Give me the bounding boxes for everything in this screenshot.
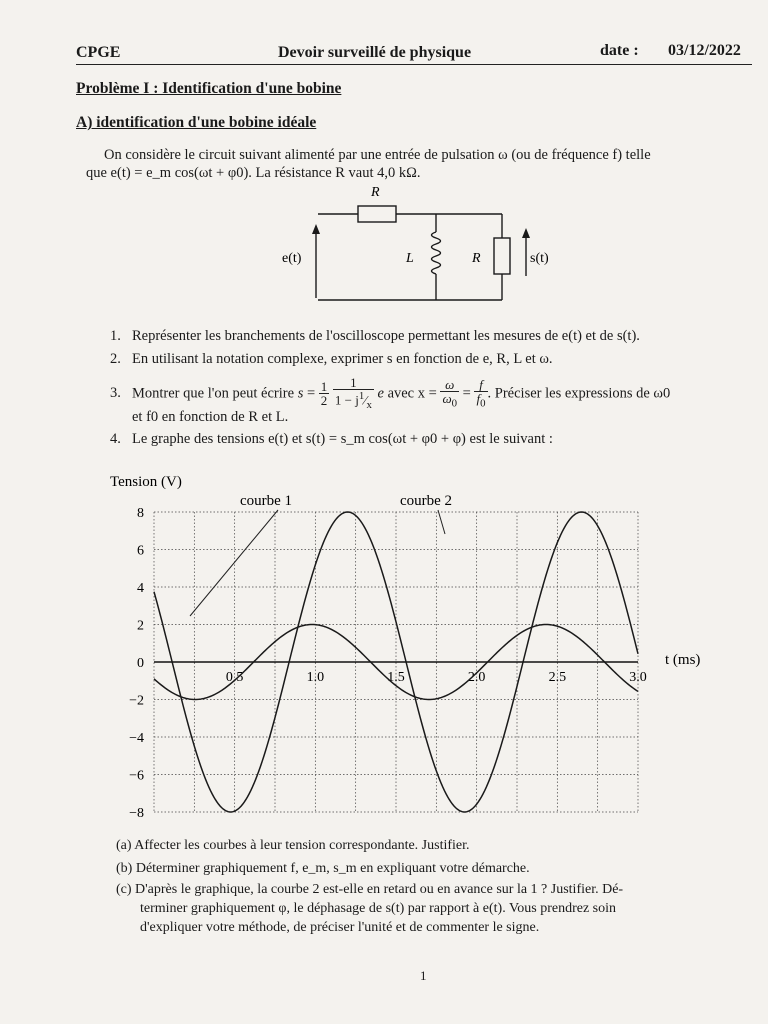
- subquestion-c-label: (c): [116, 882, 132, 897]
- y-tick-label: 4: [137, 581, 144, 596]
- header-date-label: date :: [600, 42, 639, 59]
- subquestion-b-text: Déterminer graphiquement f, e_m, s_m en expliquant votre démarche.: [135, 861, 530, 876]
- question-2-number: 2.: [110, 351, 121, 367]
- x-tick-label: 1.5: [387, 670, 405, 685]
- question-3-number: 3.: [110, 385, 121, 402]
- legend-pointer-2: [438, 510, 445, 534]
- label-e: e(t): [282, 251, 302, 266]
- subquestion-c-line-2: terminer graphiquement φ, le déphasage de s(t) par rapport à e(t). Vous prendrez soin: [140, 901, 617, 916]
- question-4-text: Le graphe des tensions e(t) et s(t) = s_m cos(ωt + φ0 + φ) est le suivant :: [132, 431, 553, 447]
- subquestion-c-line-3: d'expliquer votre méthode, de préciser l'unité et de commenter le signe.: [140, 920, 540, 935]
- y-tick-label: −8: [129, 806, 144, 821]
- header-date-value: 03/12/2022: [668, 42, 741, 59]
- s-arrow-head: [522, 228, 530, 238]
- y-tick-label: −4: [129, 731, 144, 746]
- fraction-omega: $\frac{\omega}{\omega_0}$: [442, 376, 458, 410]
- y-tick-label: 0: [137, 656, 144, 671]
- fraction-f: $\frac{f}{f_0}$: [476, 376, 486, 410]
- y-tick-label: −6: [129, 768, 144, 784]
- label-s: s(t): [530, 251, 549, 266]
- fraction-one-half: $\frac{1}{2}$: [320, 379, 328, 409]
- legend-courbe-2: courbe 2: [400, 493, 453, 509]
- question-4-number: 4.: [110, 431, 121, 447]
- question-3-continued: et f0 en fonction de R et L.: [132, 409, 289, 425]
- subquestion-c-text-1: D'après le graphique, la courbe 2 est-elle en retard ou en avance sur la 1 ? Justifier. Dé-: [135, 882, 624, 897]
- legend-courbe-1: courbe 1: [240, 493, 293, 509]
- question-1: [110, 327, 640, 346]
- chart-ticks: [129, 506, 647, 821]
- subquestion-c: [116, 880, 623, 899]
- chart-legend: [190, 493, 452, 616]
- y-tick-label: 8: [137, 506, 144, 521]
- resistor-parallel: [494, 238, 510, 274]
- chart-xlabel: t (ms): [665, 652, 701, 668]
- inductor-coil: [432, 232, 441, 274]
- question-3-text-b: avec x =: [387, 385, 437, 402]
- header-left: CPGE: [76, 44, 121, 61]
- intro-line-1: On considère le circuit suivant alimenté par une entrée de pulsation ω (ou de fréquence f) telle: [104, 147, 651, 163]
- subquestion-a-label: (a): [116, 838, 132, 853]
- voltage-chart: [100, 468, 740, 828]
- question-3-text-c: . Préciser les expressions de ω0: [487, 385, 671, 402]
- question-3: 3. Montrer que l'on peut écrire s = $\frac{1}{2}$ $\frac{1}{1 - j^1⁄_x}$ e avec x = $\frac{\omega}{\omega_0}$ = $\frac{f}{f_0}$ . Préciser les expressions de ω0: [110, 375, 671, 411]
- x-tick-label: 2.0: [467, 670, 486, 685]
- subquestion-a: [116, 836, 470, 855]
- x-tick-label: 1.0: [306, 670, 325, 685]
- question-1-number: 1.: [110, 328, 121, 344]
- e-arrow-head: [312, 224, 320, 234]
- question-2: [110, 350, 553, 369]
- question-1-text: Représenter les branchements de l'oscilloscope permettant les mesures de e(t) et de s(t).: [132, 328, 640, 344]
- header-rule: [76, 64, 752, 65]
- question-4: [110, 430, 553, 449]
- legend-pointer-1: [190, 510, 278, 616]
- subquestion-b: [116, 859, 530, 878]
- x-tick-label: 3.0: [629, 670, 647, 685]
- intro-line-2: que e(t) = e_m cos(ωt + φ0). La résistance R vaut 4,0 kΩ.: [86, 165, 421, 181]
- y-tick-label: 6: [137, 543, 144, 559]
- label-L: L: [406, 251, 414, 266]
- fraction-expression: $\frac{1}{1 - j^1⁄_x}$: [334, 375, 372, 411]
- subquestion-a-text: Affecter les courbes à leur tension correspondante. Justifier.: [134, 838, 470, 853]
- chart-grid: [154, 512, 638, 812]
- page-number: 1: [420, 968, 427, 983]
- header-title: Devoir surveillé de physique: [278, 44, 472, 61]
- y-tick-label: −2: [129, 693, 144, 709]
- problem-title: Problème I : Identification d'une bobine: [76, 80, 342, 97]
- resistor-series: [358, 206, 396, 222]
- subquestion-b-label: (b): [116, 861, 133, 876]
- x-tick-label: 0.5: [225, 670, 244, 685]
- label-R-top: R: [371, 185, 380, 200]
- chart-ylabel: Tension (V): [110, 474, 182, 490]
- question-2-text: En utilisant la notation complexe, exprimer s en fonction de e, R, L et ω.: [132, 351, 553, 367]
- x-tick-label: 2.5: [548, 670, 567, 685]
- question-3-text-a: Montrer que l'on peut écrire: [132, 385, 295, 402]
- y-tick-label: 2: [137, 618, 144, 634]
- circuit-diagram: [270, 180, 560, 310]
- label-R-right: R: [472, 251, 481, 266]
- section-title: A) identification d'une bobine idéale: [76, 114, 317, 131]
